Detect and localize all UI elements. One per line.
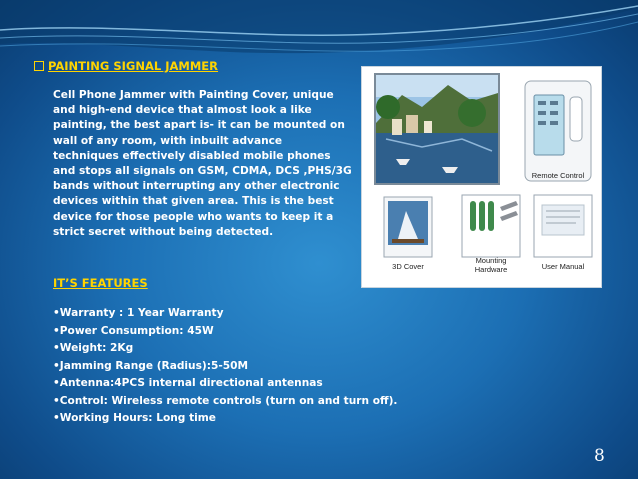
product-description: Cell Phone Jammer with Painting Cover, unique and high-end device that almost look a like painting, the best apart is- it can be mounted on wall of any room, with inbuilt advance techniques effectively disabled mobile phones and stops all signals on GSM, CDMA, DCS ,PHS/3G bands without interrupting any other electronic devices within that given area. This is the best device for those people who wants to keep it a strict secret without being detected.	[53, 89, 352, 238]
features-list	[53, 305, 397, 428]
features-heading: IT’S FEATURES	[53, 276, 148, 290]
checkbox-bullet-icon	[34, 61, 44, 71]
label-3d-cover: 3D Cover	[392, 262, 424, 271]
feature-item: • Warranty : 1 Year Warranty	[53, 305, 397, 323]
label-user-manual: User Manual	[541, 262, 585, 271]
slide-title-text: PAINTING SIGNAL JAMMER	[48, 59, 219, 73]
feature-item: • Control: Wireless remote controls (turn on and turn off).	[53, 393, 397, 411]
product-image	[361, 66, 602, 288]
feature-item: • Working Hours: Long time	[53, 410, 397, 428]
feature-item: • Jamming Range (Radius):5-50M	[53, 358, 397, 376]
feature-item: • Weight: 2Kg	[53, 340, 397, 358]
feature-item: • Power Consumption: 45W	[53, 323, 397, 341]
page-number: 8	[594, 446, 605, 466]
slide-title	[34, 59, 218, 73]
feature-item: • Antenna:4PCS internal directional antennas	[53, 375, 397, 393]
label-remote-control: Remote Control	[531, 171, 585, 180]
label-mounting-hardware: Mounting Hardware	[474, 256, 508, 274]
